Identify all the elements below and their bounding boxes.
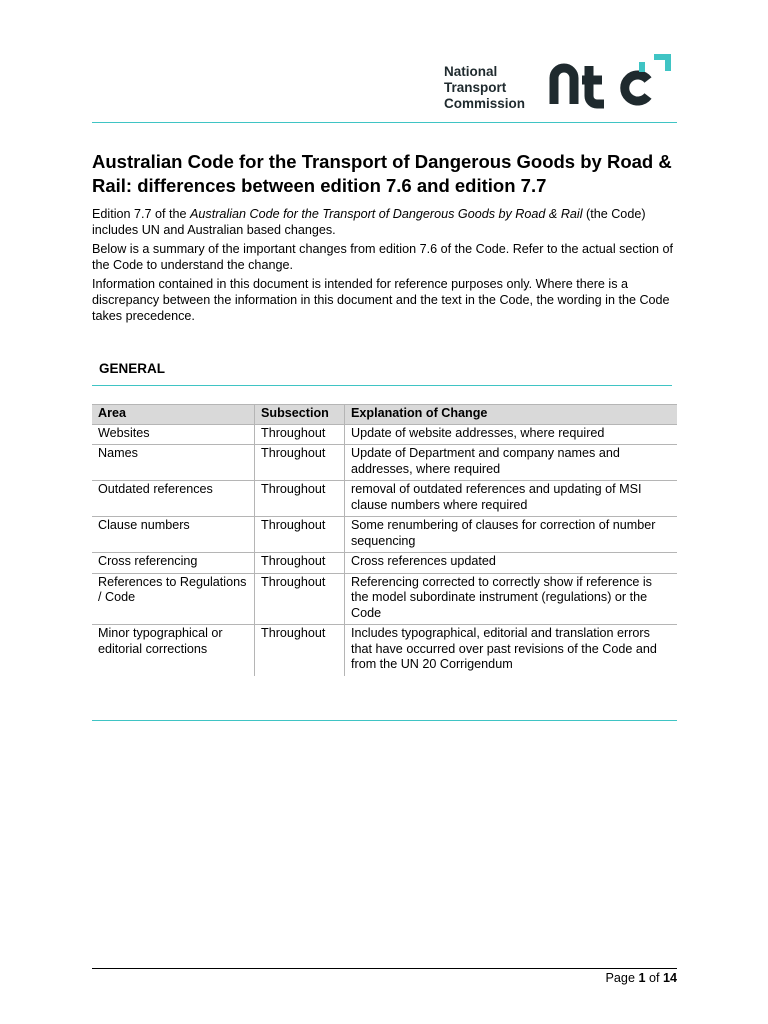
- table-row: [92, 517, 677, 553]
- cell-subsection: Throughout: [255, 625, 345, 676]
- table-row: [92, 445, 677, 481]
- cell-explanation: Update of website addresses, where required: [345, 424, 678, 445]
- ntc-logo-mark-icon: [542, 54, 682, 110]
- table-row: [92, 481, 677, 517]
- cell-subsection: Throughout: [255, 573, 345, 625]
- table-row: [92, 424, 677, 445]
- cell-explanation: removal of outdated references and updating of MSI clause numbers where required: [345, 481, 678, 517]
- cell-explanation: Update of Department and company names and addresses, where required: [345, 445, 678, 481]
- intro-paragraph-3: Information contained in this document is intended for reference purposes only. Where there is a discrepancy between the information in this document and the text in the Code, the wording in the Code takes precedence.: [92, 277, 670, 323]
- table-row: [92, 625, 677, 676]
- cell-area: Names: [92, 445, 255, 481]
- cell-subsection: Throughout: [255, 424, 345, 445]
- intro-paragraph-2: Below is a summary of the important changes from edition 7.6 of the Code. Refer to the actual section of the Code to understand the change.: [92, 242, 674, 272]
- cell-area: Clause numbers: [92, 517, 255, 553]
- cell-explanation: Cross references updated: [345, 553, 678, 574]
- section-heading-general: GENERAL: [99, 361, 166, 376]
- cell-explanation: Some renumbering of clauses for correction of number sequencing: [345, 517, 678, 553]
- logo-line-commission: Commission: [444, 96, 526, 111]
- cell-area: Websites: [92, 424, 255, 445]
- cell-subsection: Throughout: [255, 481, 345, 517]
- table-row: [92, 553, 677, 574]
- logo-line-national: National: [444, 64, 498, 79]
- table-end-divider: [92, 720, 677, 721]
- cell-area: Minor typographical or editorial corrections: [92, 625, 255, 676]
- cell-subsection: Throughout: [255, 445, 345, 481]
- intro-paragraph-1: Edition 7.7 of the Australian Code for the Transport of Dangerous Goods by Road & Rail (the Code) includes UN and Australian based changes.: [92, 207, 646, 237]
- logo-line-transport: Transport: [444, 80, 507, 95]
- header-divider: [92, 122, 677, 123]
- cell-explanation: Referencing corrected to correctly show if reference is the model subordinate instrument (regulations) or the Code: [345, 573, 678, 625]
- cell-area: References to Regulations / Code: [92, 573, 255, 625]
- page-number: Page 1 of 14: [605, 971, 677, 985]
- cell-explanation: Includes typographical, editorial and translation errors that have occurred over past revisions of the Code and from the UN 20 Corrigendum: [345, 625, 678, 676]
- column-header-area: Area: [92, 405, 255, 425]
- changes-table: [92, 404, 677, 676]
- cell-area: Cross referencing: [92, 553, 255, 574]
- column-header-subsection: Subsection: [255, 405, 345, 425]
- cell-area: Outdated references: [92, 481, 255, 517]
- cell-subsection: Throughout: [255, 553, 345, 574]
- footer-divider: [92, 968, 677, 969]
- table-header-row: [92, 405, 677, 425]
- total-pages: 14: [662, 971, 677, 985]
- logo-wordmark: [444, 64, 536, 112]
- document-title: Australian Code for the Transport of Dangerous Goods by Road & Rail: differences between edition 7.6 and edition 7.7: [92, 151, 672, 196]
- code-title-italic: Australian Code for the Transport of Dangerous Goods by Road & Rail: [190, 207, 583, 221]
- current-page: 1: [638, 971, 646, 985]
- cell-subsection: Throughout: [255, 517, 345, 553]
- section-divider: [92, 385, 672, 386]
- column-header-explanation: Explanation of Change: [345, 405, 678, 425]
- intro-text: [92, 206, 692, 327]
- table-row: [92, 573, 677, 625]
